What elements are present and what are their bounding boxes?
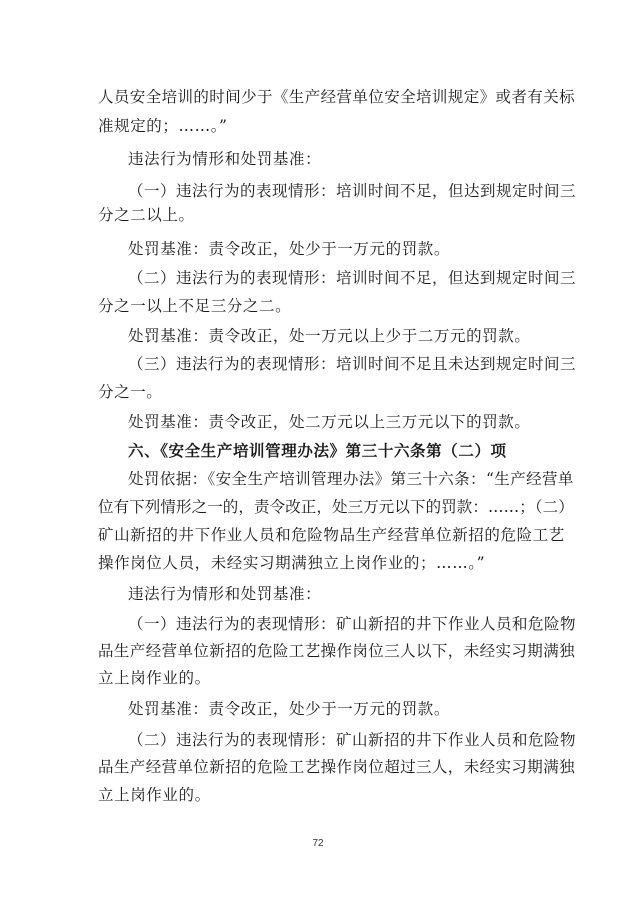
body-text-line: 分之一以上不足三分之二。 [98,297,292,315]
body-text-line: （一）违法行为的表现情形：矿山新招的井下作业人员和危险物 [128,615,577,633]
section-label: 违法行为情形和处罚基准： [128,150,322,168]
penalty-standard: 处罚基准：责令改正，处二万元以上三万元以下的罚款。 [128,413,531,431]
body-text-line: 品生产经营单位新招的危险工艺操作岗位三人以下，未经实习期满独 [98,642,576,660]
body-text-line: 立上岗作业的。 [98,786,211,804]
page-number: 72 [312,838,324,849]
section-label: 违法行为情形和处罚基准： [128,585,322,603]
body-text-line: 立上岗作业的。 [98,669,211,687]
body-text-line: 处罚依据：《安全生产培训管理办法》第三十六条：“生产经营单 [128,470,574,488]
penalty-standard: 处罚基准：责令改正，处少于一万元的罚款。 [128,700,451,718]
body-text-line: 准规定的；……。” [98,117,228,135]
section-heading: 六、《安全生产培训管理办法》第三十六条第（二）项 [128,441,507,460]
body-text-line: （二）违法行为的表现情形：培训时间不足，但达到规定时间三 [128,269,577,287]
body-text-line: 分之一。 [98,383,163,401]
body-text-line: 人员安全培训的时间少于《生产经营单位安全培训规定》或者有关标 [98,88,576,106]
penalty-standard: 处罚基准：责令改正，处一万元以上少于二万元的罚款。 [128,327,531,345]
body-text-line: 矿山新招的井下作业人员和危险物品生产经营单位新招的危险工艺 [98,526,565,544]
body-text-line: 操作岗位人员，未经实习期满独立上岗作业的；……。” [98,554,486,572]
body-text-line: 分之二以上。 [98,206,195,224]
body-text-line: 位有下列情形之一的，责令改正，处三万元以下的罚款：……；（二） [98,498,574,516]
body-text-line: （三）违法行为的表现情形：培训时间不足且未达到规定时间三 [128,355,577,373]
body-text-line: （二）违法行为的表现情形：矿山新招的井下作业人员和危险物 [128,731,577,749]
penalty-standard: 处罚基准：责令改正，处少于一万元的罚款。 [128,240,451,258]
body-text-line: 品生产经营单位新招的危险工艺操作岗位超过三人，未经实习期满独 [98,758,576,776]
body-text-line: （一）违法行为的表现情形：培训时间不足，但达到规定时间三 [128,182,577,200]
